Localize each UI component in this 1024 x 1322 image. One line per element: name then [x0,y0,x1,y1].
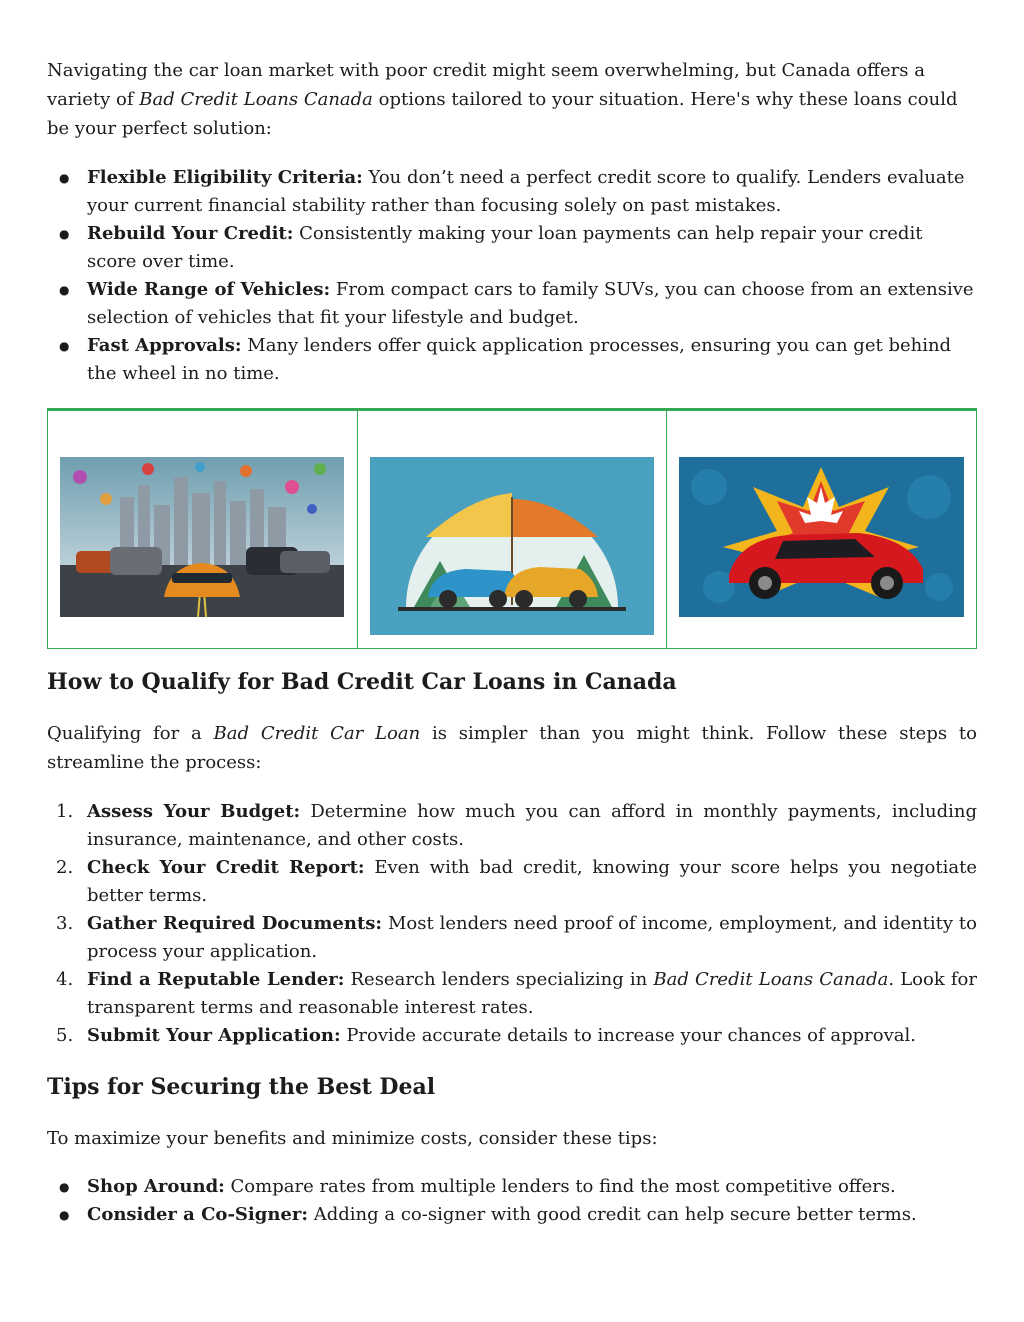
tips-intro-paragraph: To maximize your benefits and minimize costs, consider these tips: [47,1128,658,1149]
list-item: 5. Submit Your Application: Provide accurate details to increase your chances of approval. [56,1025,916,1046]
qualify-intro-paragraph: Qualifying for a Bad Credit Car Loan is simpler than you might think. Follow these steps to streamline the process: [47,723,977,773]
list-item: ● Rebuild Your Credit: Consistently making your loan payments can help repair your credit score over time. [47,220,977,276]
section-heading-qualify: How to Qualify for Bad Credit Car Loans in Canada [47,669,677,695]
list-item: ● Wide Range of Vehicles: From compact cars to family SUVs, you can choose from an extensive selection of vehicles that fit your lifestyle and budget. [47,276,977,332]
list-item: 2. Check Your Credit Report: Even with bad credit, knowing your score helps you negotiate better terms. [56,857,977,906]
list-item: ● Flexible Eligibility Criteria: You don’t need a perfect credit score to qualify. Lenders evaluate your current financial stability rather than focusing solely on past mistakes. [47,164,977,220]
benefits-list [47,164,977,388]
section-heading-tips: Tips for Securing the Best Deal [47,1074,436,1100]
list-item: 4. Find a Reputable Lender: Research lenders specializing in Bad Credit Loans Canada. Look for transparent terms and reasonable interest rates. [56,969,977,1018]
gallery-cell [667,411,976,648]
tips-list [47,1173,977,1229]
red-car-image [679,457,964,617]
umbrella-cars-image [370,457,654,635]
city-cars-image [60,457,344,617]
list-item: ● Fast Approvals: Many lenders offer quick application processes, ensuring you can get behind the wheel in no time. [47,332,977,388]
list-item: ● Consider a Co-Signer: Adding a co-signer with good credit can help secure better terms. [47,1201,977,1229]
image-gallery [47,408,977,649]
gallery-cell [48,411,358,648]
list-item: ● Shop Around: Compare rates from multiple lenders to find the most competitive offers. [47,1173,977,1201]
gallery-cell [358,411,668,648]
list-item: 3. Gather Required Documents: Most lenders need proof of income, employment, and identity to process your application. [56,913,977,962]
list-item: 1. Assess Your Budget: Determine how much you can afford in monthly payments, including insurance, maintenance, and other costs. [56,801,977,850]
intro-paragraph: Navigating the car loan market with poor credit might seem overwhelming, but Canada offers a variety of Bad Credit Loans Canada options tailored to your situation. Here's why these loans could be your perfect solution: [47,60,958,139]
qualify-steps-list [47,798,977,1050]
